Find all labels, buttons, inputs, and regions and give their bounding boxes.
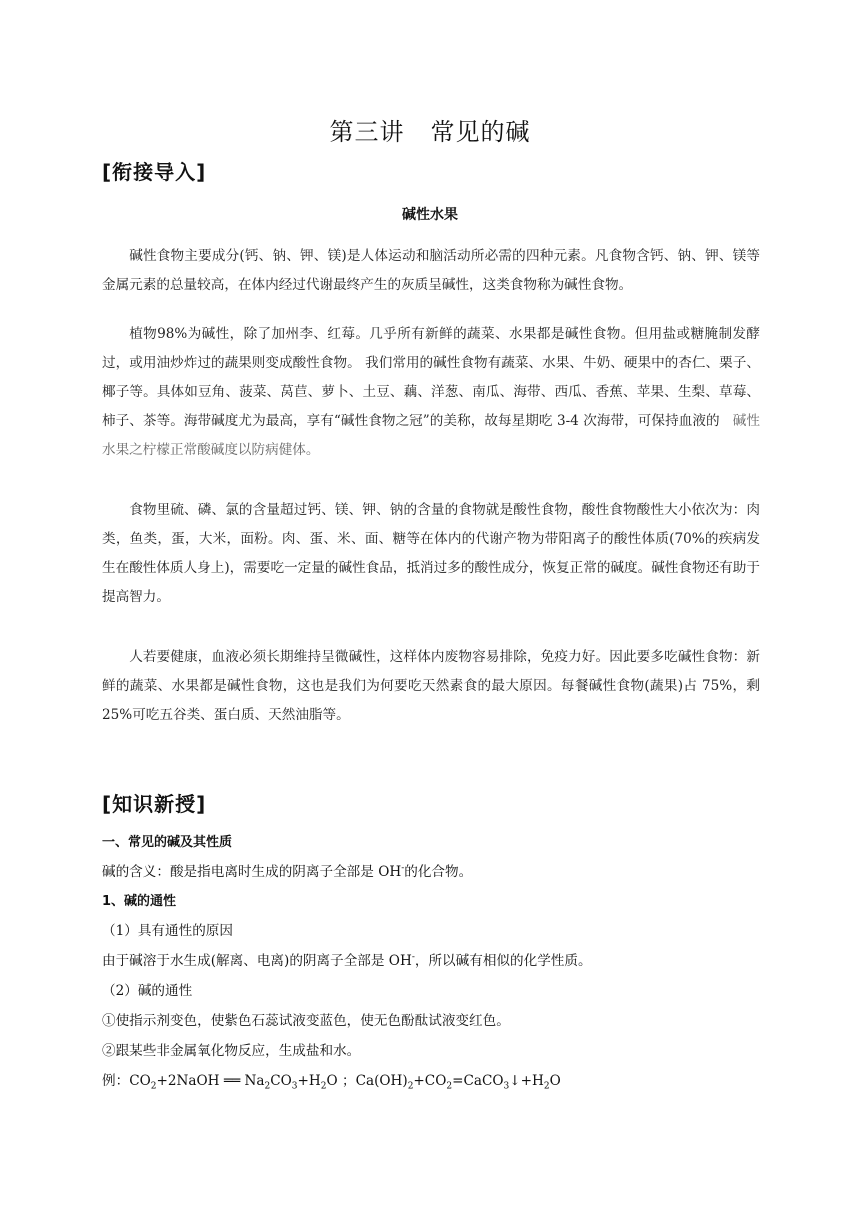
paragraph-3: 食物里硫、磷、氯的含量超过钙、镁、钾、钠的含量的食物就是酸性食物，酸性食物酸性大小依次为：肉类，鱼类，蛋，大米，面粉。肉、蛋、米、面、糖等在体内的代谢产物为带阳离子的酸性体质(70%的疾病发生在酸性体质人身上)，需要吃一定量的碱性食品，抵消过多的酸性成分，恢复正常的碱度。碱性食物还有助于提高智力。 (102, 502, 760, 605)
subheading-properties: （2）碱的通性 (102, 983, 193, 999)
hydroxide-charge: - (401, 863, 405, 874)
lecture-number: 第三讲 (329, 118, 405, 146)
hydroxide-charge: - (411, 952, 415, 963)
paragraph-2-main: 植物98%为碱性，除了加州李、红莓。几乎所有新鲜的蔬菜、水果都是碱性食物。但用盐或糖腌制发酵过，或用油炒炸过的蔬果则变成酸性食物。 我们常用的碱性食物有蔬菜、水果、牛奶、硬果中的杏仁、栗子、椰子等。具体如豆角、菠菜、莴苣、萝卜、土豆、藕、洋葱、南瓜、海带、西瓜、香蕉、苹果、生梨、草莓、柿子、茶等。海带碱度尤为最高，享有“碱性食物之冠”的美称，故每星期吃 3-4 次海带，可保持血液的 (102, 326, 760, 429)
page-title (0, 112, 860, 147)
property-nonmetal-oxide: ②跟某些非金属氧化物反应，生成盐和水。 (102, 1043, 361, 1059)
property-indicator: ①使指示剂变色，使紫色石蕊试液变蓝色，使无色酚酞试液变红色。 (102, 1013, 510, 1029)
paragraph-4: 人若要健康，血液必须长期维持呈微碱性，这样体内废物容易排除，免疫力好。因此要多吃碱性食物：新鲜的蔬菜、水果都是碱性食物，这也是我们为何要吃天然素食的最大原因。每餐碱性食物(蔬果)占 75%，剩 25%可吃五谷类、蛋白质、天然油脂等。 (102, 649, 760, 723)
heading-common-bases: 一、常见的碱及其性质 (102, 835, 233, 850)
lecture-topic: 常见的碱 (430, 118, 531, 146)
paragraph-2-tail: 碱性水果之柠檬正常酸碱度以防病健体。 (102, 413, 761, 458)
reason-text-end: ，所以碱有相似的化学性质。 (414, 953, 592, 969)
paragraph-2 (102, 320, 760, 465)
heading-general-properties: 1、碱的通性 (102, 894, 177, 909)
article-title: 碱性水果 (402, 207, 458, 223)
reason-text (102, 949, 592, 969)
example-label: 例： (102, 1073, 130, 1089)
example-equations: 例：$CO_2+2NaOH$ ══ $Na_2CO_3+H_2O$ ；$Ca(OH)_2+CO_2=CaCO_3↓+H_2O$ (102, 1073, 561, 1092)
precipitate-arrow: ↓ (509, 1073, 521, 1089)
paragraph-1: 碱性食物主要成分(钙、钠、钾、镁)是人体运动和脑活动所必需的四种元素。凡食物含钙、钠、钾、镁等金属元素的总量较高，在体内经过代谢最终产生的灰质呈碱性，这类食物称为碱性食物。 (102, 248, 760, 293)
subheading-reason: （1）具有通性的原因 (102, 923, 233, 939)
reason-text-main: 由于碱溶于水生成(解离、电离)的阴离子全部是 OH (102, 953, 412, 969)
section-heading-new-knowledge: [知识新授] (102, 792, 207, 816)
base-definition-end: 的化合物。 (404, 864, 473, 880)
base-definition (102, 860, 472, 880)
base-definition-text: 碱的含义：酸是指电离时生成的阴离子全部是 OH (102, 864, 402, 880)
section-heading-intro: [衔接导入] (102, 160, 207, 184)
